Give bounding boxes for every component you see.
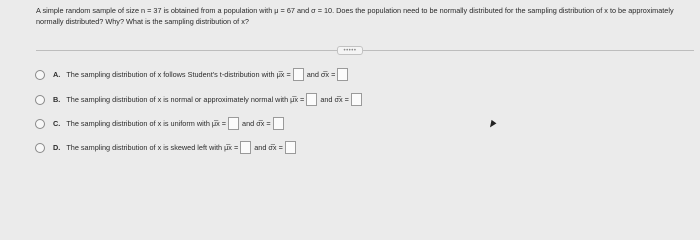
more-button[interactable]: ••••• (337, 46, 363, 55)
option-d-and: and (254, 143, 267, 152)
option-a-mu-label: μ̅x = (276, 70, 291, 79)
option-d-letter: D. (53, 143, 61, 152)
option-d-mu-label: μ̅x = (224, 143, 239, 152)
option-b-mu-input[interactable] (306, 93, 317, 106)
option-a-and: and (306, 70, 319, 79)
radio-c[interactable] (35, 119, 45, 129)
option-c-text: The sampling distribution of x is uniform with (66, 119, 210, 128)
option-c-letter: C. (53, 119, 61, 128)
option-c-sigma-input[interactable] (273, 117, 284, 130)
option-d-text: The sampling distribution of x is skewed left with (66, 143, 223, 152)
option-b-sigma-label: σ̅x = (334, 95, 349, 104)
option-a-letter: A. (53, 70, 61, 79)
option-b[interactable] (35, 93, 365, 106)
option-d[interactable] (35, 141, 299, 154)
option-d-sigma-label: σ̅x = (268, 143, 283, 152)
option-b-sigma-input[interactable] (351, 93, 362, 106)
option-c-mu-input[interactable] (228, 117, 239, 130)
option-a-sigma-label: σ̅x = (320, 70, 336, 79)
option-c-mu-label: μ̅x = (211, 119, 227, 128)
option-d-mu-input[interactable] (240, 141, 251, 154)
radio-b[interactable] (35, 95, 45, 105)
option-c[interactable] (35, 117, 287, 130)
option-b-text: The sampling distribution of x is normal or approximately normal with (66, 95, 289, 104)
option-c-and: and (242, 119, 255, 128)
option-a[interactable] (35, 68, 351, 81)
option-d-sigma-input[interactable] (285, 141, 296, 154)
option-b-mu-label: μ̅x = (290, 95, 305, 104)
option-b-and: and (320, 95, 333, 104)
option-a-sigma-input[interactable] (337, 68, 348, 81)
radio-a[interactable] (35, 70, 45, 80)
option-a-text: The sampling distribution of x follows Student's t-distribution with (66, 70, 275, 79)
option-a-mu-input[interactable] (293, 68, 304, 81)
divider (36, 50, 694, 51)
option-b-letter: B. (53, 95, 61, 104)
option-c-sigma-label: σ̅x = (256, 119, 271, 128)
mouse-cursor-icon (488, 120, 497, 129)
question-text: A simple random sample of size n = 37 is obtained from a population with μ = 67 and σ = 10. Does the population need to be normally distributed for the sampling distribution of x to be approximately normally distributed? Why? What is the sampling distribution of x? (36, 6, 674, 26)
radio-d[interactable] (35, 143, 45, 153)
